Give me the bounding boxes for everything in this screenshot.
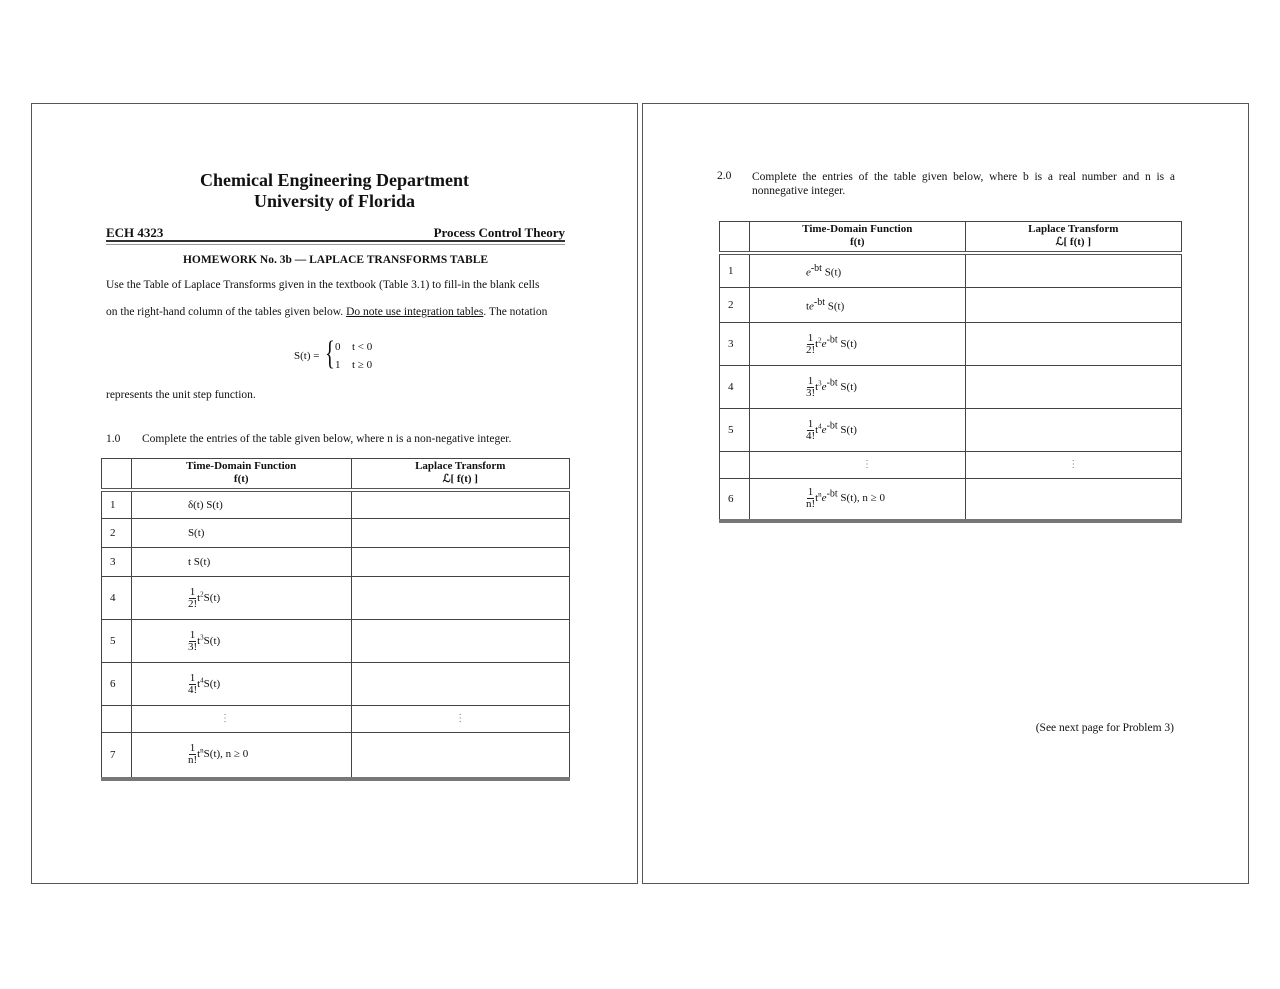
vertical-ellipsis: ⋮ bbox=[861, 459, 872, 470]
row-number: 6 bbox=[102, 663, 132, 706]
document-page-2 bbox=[642, 103, 1249, 884]
fraction: $\frac{1}{3!}$ bbox=[805, 374, 816, 399]
course-code: ECH 4323 bbox=[106, 225, 164, 240]
fraction: $\frac{1}{n!}$ bbox=[187, 742, 198, 767]
vertical-ellipsis: ⋮ bbox=[455, 713, 466, 724]
vertical-ellipsis: ⋮ bbox=[1068, 459, 1079, 470]
step-case2-condition: t ≥ 0 bbox=[352, 359, 373, 371]
row-number: 2 bbox=[720, 288, 750, 323]
time-function: δ(t) S(t) bbox=[131, 490, 351, 519]
problem2-table bbox=[719, 221, 1182, 523]
table-row bbox=[720, 323, 1182, 366]
time-function: $\frac{1}{3!}$ $t^3e^{-bt}$ S(t) bbox=[749, 366, 965, 409]
time-function: $te^{-bt}$ S(t) bbox=[749, 288, 965, 323]
intro-after: represents the unit step function. bbox=[106, 389, 256, 401]
intro-line-1: Use the Table of Laplace Transforms given in the textbook (Table 3.1) to fill-in the blank cells bbox=[106, 279, 540, 291]
document-page-1 bbox=[31, 103, 638, 884]
row-number: 1 bbox=[720, 253, 750, 288]
table-row bbox=[720, 366, 1182, 409]
laplace-answer-cell[interactable] bbox=[965, 409, 1181, 452]
laplace-answer-cell[interactable] bbox=[965, 288, 1181, 323]
table-row bbox=[102, 663, 570, 706]
table-row bbox=[102, 733, 570, 779]
row-number: 4 bbox=[102, 577, 132, 620]
step-case1-value: 0 bbox=[335, 341, 341, 353]
unit-step-definition bbox=[294, 335, 404, 376]
table-corner-cell bbox=[720, 222, 750, 253]
time-function: $\frac{1}{4!}$ $t^4e^{-bt}$ S(t) bbox=[749, 409, 965, 452]
table-row-ellipsis bbox=[102, 706, 570, 733]
time-function: $\frac{1}{2!}$ $t^2e^{-bt}$ S(t) bbox=[749, 323, 965, 366]
laplace-answer-cell[interactable] bbox=[351, 548, 569, 577]
row-number: 3 bbox=[102, 548, 132, 577]
row-number: 4 bbox=[720, 366, 750, 409]
table-row bbox=[102, 577, 570, 620]
university-name: University of Florida bbox=[254, 191, 415, 211]
laplace-answer-cell[interactable] bbox=[965, 253, 1181, 288]
fraction: $\frac{1}{n!}$ bbox=[805, 486, 816, 511]
table-row bbox=[720, 479, 1182, 521]
course-title: Process Control Theory bbox=[433, 225, 565, 240]
time-function: t S(t) bbox=[131, 548, 351, 577]
fraction: $\frac{1}{2!}$ bbox=[805, 331, 816, 356]
table-row bbox=[102, 490, 570, 519]
col-header-laplace: Laplace Transform ℒ[ f(t) ] bbox=[351, 459, 569, 490]
step-case2-value: 1 bbox=[335, 359, 341, 371]
problem2-text: Complete the entries of the table given below, where b is a real number and n is a nonnegative integer. bbox=[752, 171, 1175, 197]
next-page-note: (See next page for Problem 3) bbox=[1035, 722, 1174, 734]
problem1-table bbox=[101, 458, 570, 781]
laplace-answer-cell[interactable] bbox=[965, 323, 1181, 366]
row-number: 6 bbox=[720, 479, 750, 521]
row-number: 7 bbox=[102, 733, 132, 779]
col-header-time-domain: Time-Domain Function f(t) bbox=[131, 459, 351, 490]
department-heading bbox=[32, 170, 637, 212]
laplace-answer-cell[interactable] bbox=[351, 577, 569, 620]
table-row-ellipsis bbox=[720, 452, 1182, 479]
laplace-answer-cell[interactable] bbox=[965, 479, 1181, 521]
homework-title: HOMEWORK No. 3b — LAPLACE TRANSFORMS TABLE bbox=[182, 254, 489, 266]
time-function: $e^{-bt}$ S(t) bbox=[749, 253, 965, 288]
step-lhs: S(t) = bbox=[294, 350, 320, 362]
time-function: $\frac{1}{4!}$ $t^4S(t)$ bbox=[131, 663, 351, 706]
time-function: $\frac{1}{n!}$ $t^ne^{-bt}$ S(t), n ≥ 0 bbox=[749, 479, 965, 521]
time-function: S(t) bbox=[131, 519, 351, 548]
vertical-ellipsis: ⋮ bbox=[219, 713, 230, 724]
laplace-answer-cell[interactable] bbox=[351, 620, 569, 663]
step-case1-condition: t < 0 bbox=[352, 341, 373, 353]
laplace-answer-cell[interactable] bbox=[351, 733, 569, 779]
table-row bbox=[720, 253, 1182, 288]
row-number: 5 bbox=[102, 620, 132, 663]
laplace-answer-cell[interactable] bbox=[351, 519, 569, 548]
fraction: $\frac{1}{4!}$ bbox=[805, 417, 816, 442]
fraction: $\frac{1}{4!}$ bbox=[187, 671, 198, 696]
time-function: $\frac{1}{n!}$ $t^nS(t)$, n ≥ 0 bbox=[131, 733, 351, 779]
col-header-time-domain: Time-Domain Function f(t) bbox=[749, 222, 965, 253]
table-row bbox=[720, 409, 1182, 452]
row-number: 2 bbox=[102, 519, 132, 548]
fraction: $\frac{1}{3!}$ bbox=[187, 628, 198, 653]
table-row bbox=[102, 548, 570, 577]
table-row bbox=[102, 620, 570, 663]
laplace-answer-cell[interactable] bbox=[351, 663, 569, 706]
problem1-text: Complete the entries of the table given below, where n is a non-negative integer. bbox=[142, 433, 512, 445]
integration-warning: Do note use integration tables bbox=[346, 306, 484, 318]
department-name: Chemical Engineering Department bbox=[200, 170, 469, 190]
row-number: 1 bbox=[102, 490, 132, 519]
row-number: 3 bbox=[720, 323, 750, 366]
table-row bbox=[102, 519, 570, 548]
table-corner-cell bbox=[102, 459, 132, 490]
problem1-number: 1.0 bbox=[106, 433, 121, 445]
time-function: $\frac{1}{2!}$ $t^2S(t)$ bbox=[131, 577, 351, 620]
laplace-answer-cell[interactable] bbox=[351, 490, 569, 519]
course-header bbox=[106, 225, 565, 242]
table-row bbox=[720, 288, 1182, 323]
problem2-number: 2.0 bbox=[717, 170, 732, 182]
row-number: 5 bbox=[720, 409, 750, 452]
fraction: $\frac{1}{2!}$ bbox=[187, 585, 198, 610]
col-header-laplace: Laplace Transform ℒ[ f(t) ] bbox=[965, 222, 1181, 253]
time-function: $\frac{1}{3!}$ $t^3S(t)$ bbox=[131, 620, 351, 663]
intro-line-2: on the right-hand column of the tables given below. Do note use integration tables. The notation bbox=[106, 306, 548, 318]
laplace-answer-cell[interactable] bbox=[965, 366, 1181, 409]
brace-glyph: { bbox=[325, 335, 335, 372]
